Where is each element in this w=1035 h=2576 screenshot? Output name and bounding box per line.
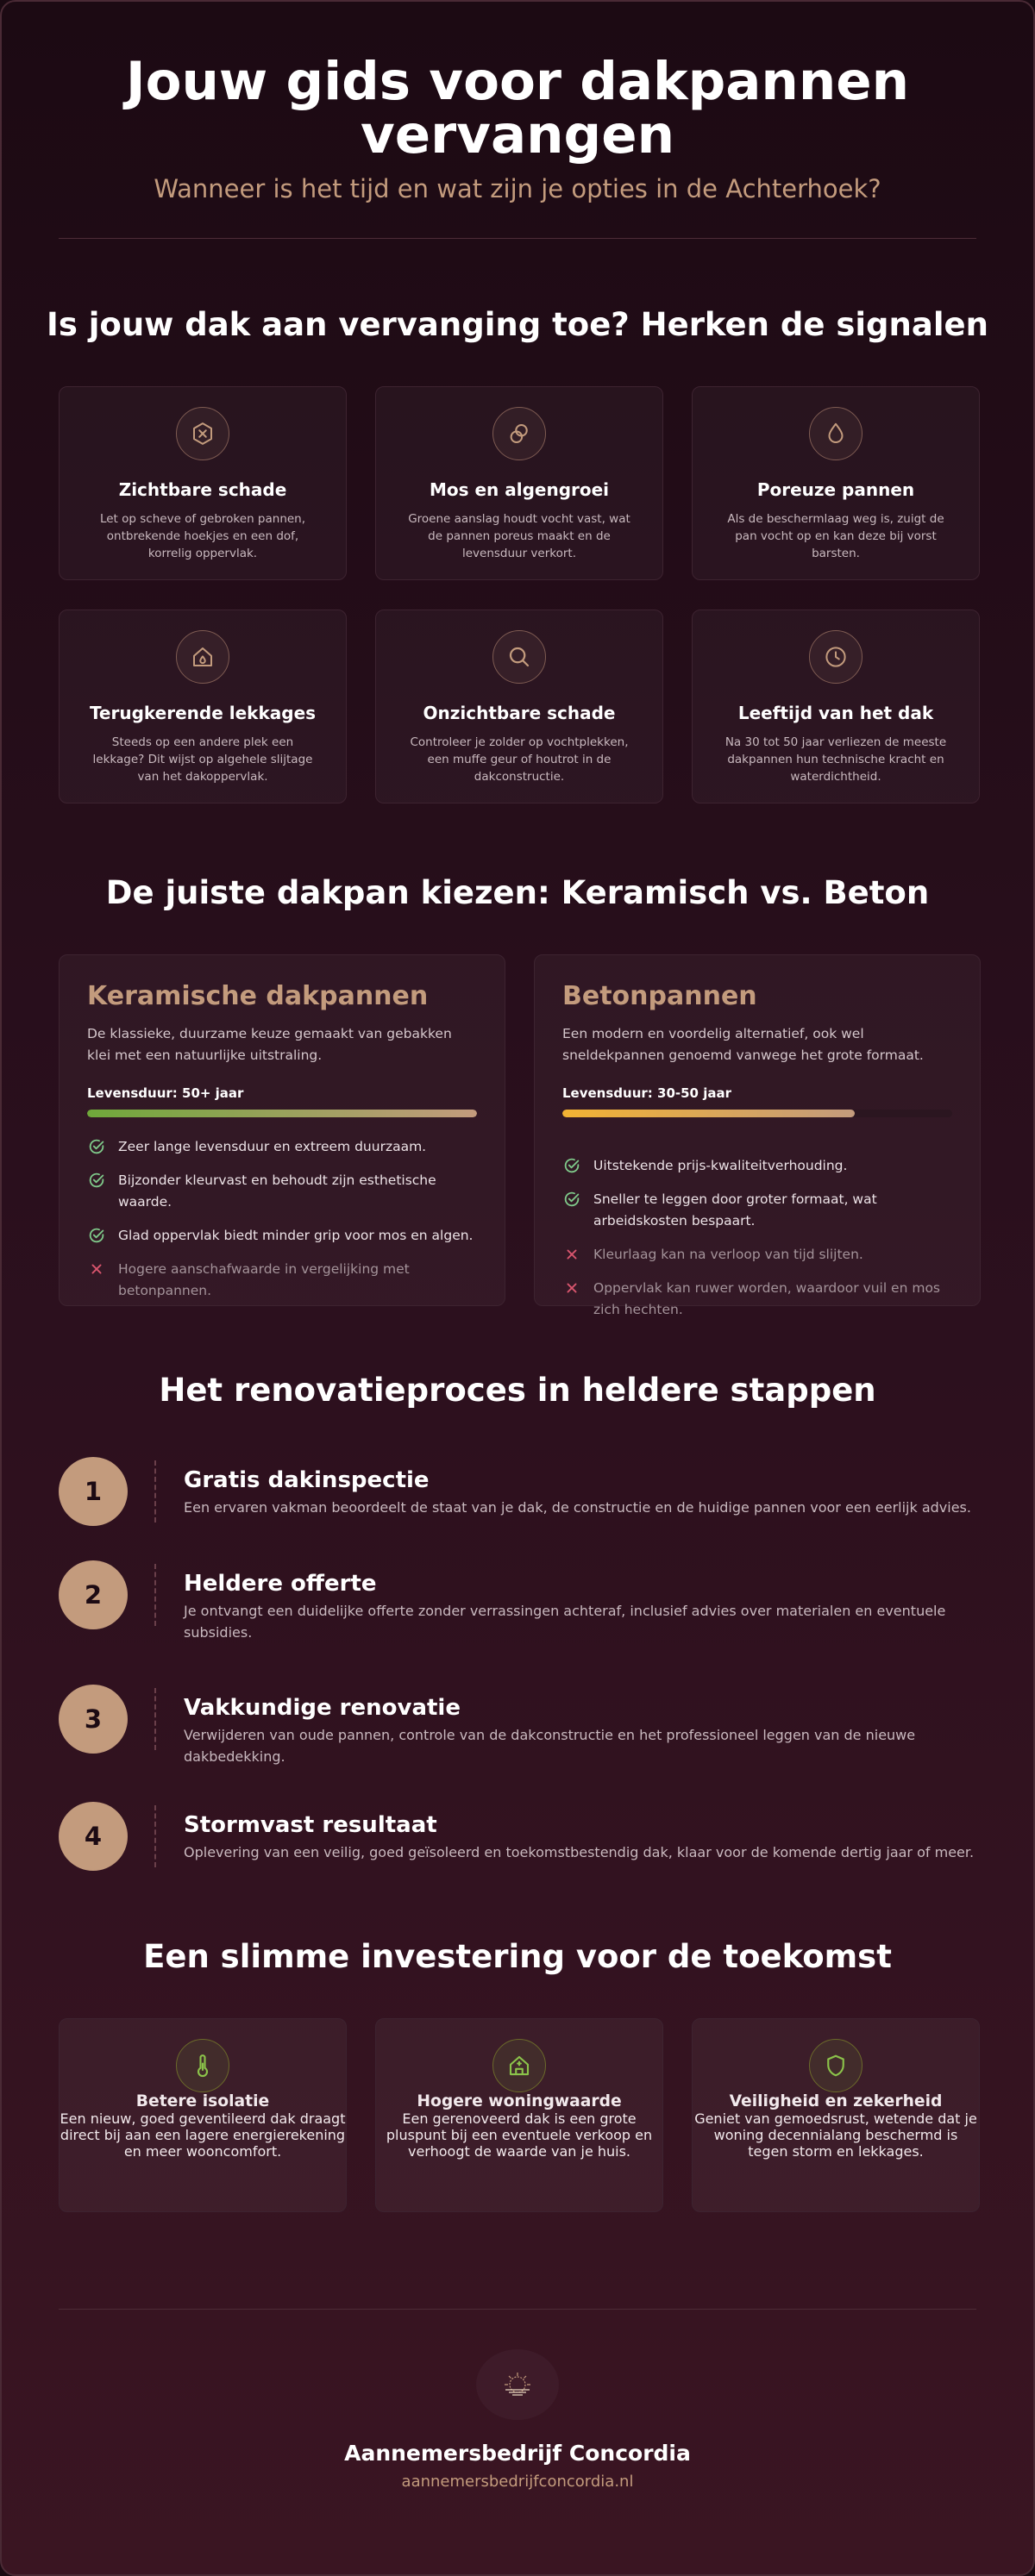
signal-card (59, 610, 347, 803)
check-circle-icon (87, 1226, 106, 1245)
invest-card-text: Geniet van gemoedsrust, wetende dat je woning decennialang beschermd is tegen storm en lekkages. (694, 2110, 977, 2160)
invest-grid (59, 2018, 1033, 2212)
compare-card-title: Betonpannen (562, 981, 757, 1011)
droplet-icon (809, 407, 862, 460)
ceramic-card (59, 954, 505, 1306)
thermometer-icon (176, 2039, 229, 2092)
compare-cards (59, 954, 1033, 1317)
step-text: Je ontvangt een duidelijke offerte zonder verrassingen achteraf, inclusief advies over materialen en eventuele subsidies. (184, 1603, 946, 1641)
invest-card-title: Betere isolatie (135, 2092, 270, 2110)
point-text: Glad oppervlak biedt minder grip voor mos en algen. (118, 1228, 474, 1243)
step-number: 4 (59, 1802, 128, 1871)
invest-card-title: Hogere woningwaarde (417, 2092, 622, 2110)
step-connector (154, 1564, 156, 1626)
signals-grid (59, 386, 1033, 803)
pro-item (562, 1155, 952, 1177)
step-number: 2 (59, 1560, 128, 1629)
compare-card-title: Keramische dakpannen (87, 981, 429, 1011)
signal-card-text: Groene aanslag houdt vocht vast, wat de pannen poreus maakt en de levensduur verkort. (408, 512, 630, 560)
pro-item (562, 1189, 952, 1232)
divider (59, 238, 976, 239)
signal-card-title: Terugkerende lekkages (89, 703, 317, 723)
clock-icon (809, 630, 862, 684)
signal-card-title: Mos en algengroei (429, 479, 610, 500)
invest-title: Een slimme investering voor de toekomst (143, 1938, 892, 1975)
lifespan-bar-fill (562, 1110, 855, 1117)
point-text: Kleurlaag kan na verloop van tijd slijten. (593, 1247, 863, 1262)
pro-item (87, 1170, 477, 1213)
point-text: Uitstekende prijs-kwaliteitverhouding. (593, 1158, 848, 1173)
signal-card-title: Leeftijd van het dak (737, 703, 934, 723)
step-text: Oplevering van een veilig, goed geïsoleerd en toekomstbestendig dak, klaar voor de komende dertig jaar of meer. (184, 1844, 975, 1860)
signal-card-title: Poreuze pannen (756, 479, 915, 500)
cross-icon (87, 1260, 106, 1279)
process-steps (59, 1457, 980, 1871)
signals-title: Is jouw dak aan vervanging toe? Herken de signalen (47, 306, 988, 343)
step-title: Stormvast resultaat (184, 1812, 437, 1838)
check-circle-icon (87, 1137, 106, 1156)
lifespan-bar (562, 1110, 952, 1117)
compare-card-intro: De klassieke, duurzame keuze gemaakt van gebakken klei met een natuurlijke uitstraling. (87, 1026, 452, 1063)
signal-card (375, 610, 663, 803)
lifespan-label: Levensduur: 30-50 jaar (562, 1085, 731, 1101)
lifespan-label: Levensduur: 50+ jaar (87, 1085, 244, 1101)
step-title: Vakkundige renovatie (184, 1695, 461, 1721)
process-step (59, 1457, 980, 1526)
check-circle-icon (87, 1171, 106, 1190)
signal-card (692, 386, 980, 580)
signal-card-text: Als de beschermlaag weg is, zuigt de pan vocht op en kan deze bij vorst barsten. (727, 512, 944, 560)
step-title: Gratis dakinspectie (184, 1467, 430, 1493)
company-url[interactable]: aannemersbedrijfconcordia.nl (401, 2473, 634, 2491)
signal-card-text: Let op scheve of gebroken pannen, ontbrekende hoekjes en een dof, korrelig oppervlak. (99, 512, 306, 560)
points-list (562, 1155, 952, 1321)
signal-card (692, 610, 980, 803)
point-text: Zeer lange levensduur en extreem duurzaam. (118, 1139, 427, 1154)
invest-card-text: Een nieuw, goed geventileerd dak draagt direct bij aan een lagere energierekening en meer wooncomfort. (60, 2110, 346, 2160)
signal-card-text: Controleer je zolder op vochtplekken, een muffe geur of houtrot in de dakconstructie. (410, 735, 629, 784)
pro-item (87, 1136, 477, 1158)
divider (59, 2309, 976, 2310)
signal-card-text: Na 30 tot 50 jaar verliezen de meeste dakpannen hun technische kracht en waterdichtheid. (724, 735, 947, 784)
company-name: Aannemersbedrijf Concordia (344, 2441, 691, 2466)
invest-card (375, 2018, 663, 2212)
step-text: Een ervaren vakman beoordeelt de staat van je dak, de constructie en de huidige pannen voor een eerlijk advies. (184, 1499, 971, 1516)
con-item (87, 1259, 477, 1302)
invest-card-text: Een gerenoveerd dak is een grote pluspunt bij een eventuele verkoop en verhoogt de waarde van je huis. (386, 2110, 653, 2160)
lifespan-bar (87, 1110, 477, 1117)
step-connector (154, 1460, 156, 1522)
check-circle-icon (562, 1156, 581, 1175)
invest-card (692, 2018, 980, 2212)
cross-icon (562, 1245, 581, 1264)
point-text: Bijzonder kleurvast en behoudt zijn esthetische waarde. (118, 1172, 436, 1210)
process-step (59, 1802, 980, 1871)
step-title: Heldere offerte (184, 1571, 377, 1597)
signal-card (59, 386, 347, 580)
step-connector (154, 1688, 156, 1750)
broken-tile-icon (176, 407, 229, 460)
invest-card-title: Veiligheid en zekerheid (729, 2092, 943, 2110)
shield-icon (809, 2039, 862, 2092)
step-text: Verwijderen van oude pannen, controle van de dakconstructie en het professioneel leggen van de nieuwe dakbedekking. (184, 1727, 916, 1765)
step-number: 3 (59, 1685, 128, 1754)
compare-card-intro: Een modern en voordelig alternatief, ook wel sneldekpannen genoemd vanwege het grote formaat. (562, 1026, 924, 1063)
signal-card-title: Zichtbare schade (118, 479, 287, 500)
compare-title: De juiste dakpan kiezen: Keramisch vs. Beton (105, 874, 930, 911)
page-title: Jouw gids voor dakpannen vervangen (125, 51, 910, 166)
con-item (562, 1278, 952, 1321)
point-text: Sneller te leggen door groter formaat, wat arbeidskosten bespaart. (593, 1191, 877, 1229)
step-connector (154, 1805, 156, 1867)
page-subtitle: Wanneer is het tijd en wat zijn je opties in de Achterhoek? (154, 174, 881, 203)
pro-item (87, 1225, 477, 1247)
hero (2, 2, 1033, 203)
signal-card-title: Onzichtbare schade (423, 703, 616, 723)
signal-card-text: Steeds op een andere plek een lekkage? Dit wijst op algehele slijtage van het dakoppervlak. (92, 735, 313, 784)
process-title: Het renovatieproces in heldere stappen (159, 1372, 876, 1409)
step-number: 1 (59, 1457, 128, 1526)
sun-logo-icon (499, 2366, 536, 2404)
point-text: Oppervlak kan ruwer worden, waardoor vuil en mos zich hechten. (593, 1280, 941, 1317)
concrete-card (534, 954, 981, 1317)
points-list (87, 1136, 477, 1302)
signal-card (375, 386, 663, 580)
footer (2, 2349, 1033, 2491)
lifespan-bar-fill (87, 1110, 477, 1117)
check-circle-icon (562, 1190, 581, 1209)
process-step (59, 1560, 980, 1643)
cross-icon (562, 1279, 581, 1297)
moss-icon (492, 407, 546, 460)
process-step (59, 1685, 980, 1767)
house-icon (176, 630, 229, 684)
con-item (562, 1244, 952, 1266)
company-logo (476, 2349, 559, 2420)
point-text: Hogere aanschafwaarde in vergelijking met betonpannen. (118, 1261, 410, 1298)
search-icon (492, 630, 546, 684)
home-value-icon (492, 2039, 546, 2092)
invest-card (59, 2018, 347, 2212)
